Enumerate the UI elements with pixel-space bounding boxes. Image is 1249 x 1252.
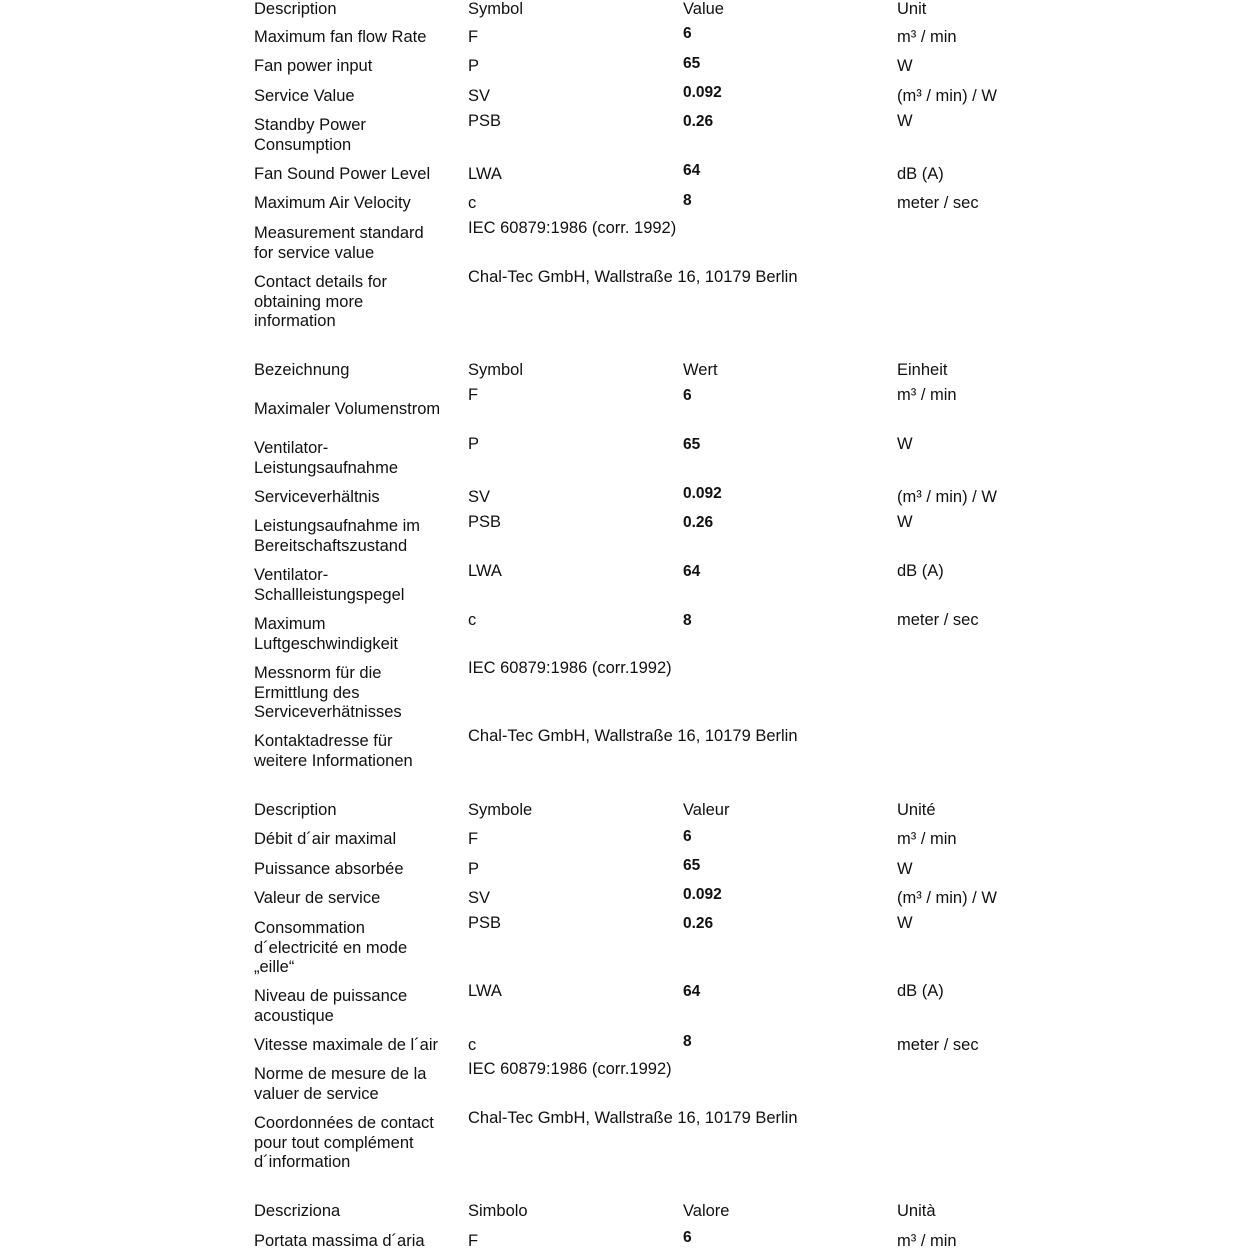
column-header-symbol: Symbol: [468, 0, 524, 18]
row-symbol: F: [468, 1232, 479, 1250]
row-unit: meter / sec: [897, 1036, 979, 1054]
row-unit: dB (A): [897, 562, 944, 580]
row-value: 0.092: [683, 485, 722, 502]
row-description: Contact details for obtaining more information: [254, 273, 387, 330]
row-unit: (m³ / min) / W: [897, 87, 997, 105]
row-symbol: F: [468, 386, 479, 404]
column-header-description: Description: [254, 801, 337, 819]
row-value: 0.092: [683, 886, 722, 903]
row-symbol: Chal-Tec GmbH, Wallstraße 16, 10179 Berlin: [468, 268, 798, 286]
row-unit: m³ / min: [897, 28, 957, 46]
row-value: 6: [683, 387, 692, 404]
row-unit: dB (A): [897, 982, 944, 1000]
row-symbol: Chal-Tec GmbH, Wallstraße 16, 10179 Berlin: [468, 1109, 798, 1127]
row-description: Service Value: [254, 87, 355, 105]
row-description: Leistungsaufnahme im Bereitschaftszustand: [254, 517, 421, 555]
column-header-description: Descriziona: [254, 1202, 341, 1220]
row-unit: m³ / min: [897, 1232, 957, 1250]
row-description: Vitesse maximale de l´air: [254, 1036, 439, 1054]
row-unit: meter / sec: [897, 611, 979, 629]
row-symbol: F: [468, 28, 479, 46]
row-value: 64: [683, 162, 701, 179]
row-unit: W: [897, 112, 913, 130]
row-description: Serviceverhältnis: [254, 488, 380, 506]
column-header-symbol: Symbol: [468, 361, 524, 379]
column-header-value: Valeur: [683, 801, 730, 819]
row-unit: W: [897, 860, 913, 878]
row-description: Standby Power Consumption: [254, 116, 366, 154]
row-value: 0.26: [683, 915, 714, 932]
row-symbol: P: [468, 860, 480, 878]
row-symbol: c: [468, 194, 477, 212]
row-symbol: Chal-Tec GmbH, Wallstraße 16, 10179 Berlin: [468, 727, 798, 745]
row-value: 6: [683, 25, 692, 42]
row-description: Valeur de service: [254, 889, 381, 907]
row-value: 65: [683, 436, 701, 453]
row-symbol: SV: [468, 889, 491, 907]
column-header-value: Valore: [683, 1202, 730, 1220]
column-header-unit: Unit: [897, 0, 927, 18]
row-value: 8: [683, 1033, 692, 1050]
column-header-symbol: Symbole: [468, 801, 533, 819]
row-unit: (m³ / min) / W: [897, 889, 997, 907]
row-symbol: P: [468, 435, 480, 453]
row-description: Kontaktadresse für weitere Informationen: [254, 732, 413, 770]
row-description: Portata massima d´aria: [254, 1232, 425, 1250]
column-header-value: Value: [683, 0, 724, 18]
column-header-unit: Einheit: [897, 361, 948, 379]
row-value: 8: [683, 192, 692, 209]
row-value: 0.092: [683, 84, 722, 101]
row-value: 0.26: [683, 514, 714, 531]
row-unit: W: [897, 914, 913, 932]
row-value: 64: [683, 983, 701, 1000]
row-symbol: c: [468, 1036, 477, 1054]
row-description: Consommation d´electricité en mode „eille“: [254, 919, 408, 976]
row-unit: W: [897, 513, 913, 531]
row-description: Fan power input: [254, 57, 373, 75]
row-unit: (m³ / min) / W: [897, 488, 997, 506]
row-symbol: PSB: [468, 513, 502, 531]
row-symbol: P: [468, 57, 480, 75]
row-symbol: SV: [468, 488, 491, 506]
row-value: 8: [683, 612, 692, 629]
row-description: Maximum Air Velocity: [254, 194, 411, 212]
row-symbol: F: [468, 830, 479, 848]
row-symbol: c: [468, 611, 477, 629]
column-header-value: Wert: [683, 361, 718, 379]
row-description: Norme de mesure de la valuer de service: [254, 1065, 427, 1103]
row-unit: dB (A): [897, 165, 944, 183]
row-description: Ventilator- Leistungsaufnahme: [254, 439, 399, 477]
column-header-symbol: Simbolo: [468, 1202, 528, 1220]
row-symbol: PSB: [468, 914, 502, 932]
row-symbol: LWA: [468, 562, 502, 580]
row-description: Maximum Luftgeschwindigkeit: [254, 615, 399, 653]
row-value: 64: [683, 563, 701, 580]
row-description: Measurement standard for service value: [254, 224, 424, 262]
row-description: Niveau de puissance acoustique: [254, 987, 408, 1025]
row-description: Coordonnées de contact pour tout complément d´information: [254, 1114, 434, 1171]
row-value: 0.26: [683, 113, 714, 130]
row-description: Messnorm für die Ermittlung des Serviceverhätnisses: [254, 664, 402, 721]
row-symbol: LWA: [468, 982, 502, 1000]
row-symbol: IEC 60879:1986 (corr.1992): [468, 659, 672, 677]
column-header-unit: Unité: [897, 801, 936, 819]
column-header-description: Description: [254, 0, 337, 18]
row-description: Maximum fan flow Rate: [254, 28, 427, 46]
row-description: Puissance absorbée: [254, 860, 404, 878]
row-description: Fan Sound Power Level: [254, 165, 431, 183]
row-value: 65: [683, 55, 701, 72]
row-symbol: SV: [468, 87, 491, 105]
column-header-unit: Unità: [897, 1202, 936, 1220]
row-unit: m³ / min: [897, 386, 957, 404]
row-unit: W: [897, 435, 913, 453]
row-symbol: IEC 60879:1986 (corr.1992): [468, 1060, 672, 1078]
row-value: 6: [683, 828, 692, 845]
row-symbol: IEC 60879:1986 (corr. 1992): [468, 219, 677, 237]
row-value: 65: [683, 857, 701, 874]
row-unit: m³ / min: [897, 830, 957, 848]
row-symbol: LWA: [468, 165, 502, 183]
row-symbol: PSB: [468, 112, 502, 130]
row-unit: W: [897, 57, 913, 75]
row-value: 6: [683, 1229, 692, 1246]
row-unit: meter / sec: [897, 194, 979, 212]
row-description: Maximaler Volumenstrom: [254, 400, 441, 418]
column-header-description: Bezeichnung: [254, 361, 350, 379]
row-description: Débit d´air maximal: [254, 830, 397, 848]
row-description: Ventilator- Schallleistungspegel: [254, 566, 405, 604]
